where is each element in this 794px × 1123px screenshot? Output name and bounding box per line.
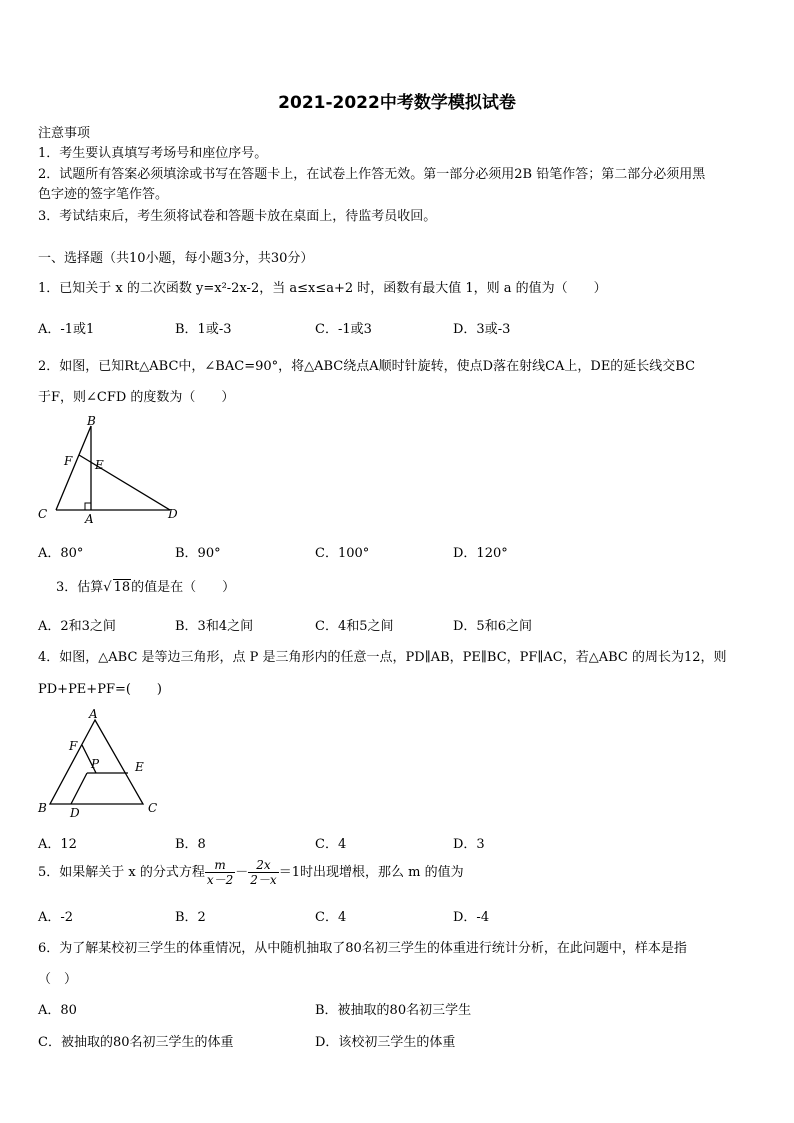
page-title: 2021-2022中考数学模拟试卷 bbox=[278, 93, 516, 113]
q2-option-d: D．120° bbox=[453, 546, 508, 561]
q3-option-d: D．5和6之间 bbox=[453, 619, 532, 634]
q3-stem-before: 3．估算 bbox=[56, 580, 104, 595]
notice-heading: 注意事项 bbox=[38, 126, 91, 141]
q4-label-d: D bbox=[70, 806, 80, 820]
q5-stem-after: 时出现增根，那么 m 的值为 bbox=[299, 865, 464, 880]
q5-frac1-denominator: x－2 bbox=[206, 873, 234, 887]
q6-option-d: D．该校初三学生的体重 bbox=[315, 1035, 456, 1050]
q4-label-f: F bbox=[69, 739, 78, 753]
q3-option-b: B．3和4之间 bbox=[175, 619, 254, 634]
q4-option-c: C．4 bbox=[315, 837, 347, 852]
q4-stem-line1: 4．如图，△ABC 是等边三角形，点 P 是三角形内的任意一点，PD∥AB，PE∥BC，PF∥AC，若△ABC 的周长为12，则 bbox=[38, 650, 727, 665]
q6-option-c: C．被抽取的80名初三学生的体重 bbox=[38, 1035, 234, 1050]
q4-option-a: A．12 bbox=[38, 837, 77, 852]
q3-sqrt-sign: √ bbox=[103, 580, 112, 595]
q2-option-b: B．90° bbox=[175, 546, 221, 561]
q2-label-a: A bbox=[85, 512, 94, 526]
q2-label-e: E bbox=[95, 458, 104, 472]
notice-item-3: 3．考试结束后，考生须将试卷和答题卡放在桌面上，待监考员收回。 bbox=[38, 209, 437, 224]
q2-option-a: A．80° bbox=[38, 546, 84, 561]
section-heading: 一、选择题（共10小题，每小题3分，共30分） bbox=[38, 251, 314, 266]
q3-stem bbox=[56, 576, 235, 595]
q2-option-c: C．100° bbox=[315, 546, 370, 561]
q5-equals: ＝1 bbox=[278, 865, 300, 880]
q4-figure bbox=[34, 705, 166, 821]
q2-figure bbox=[36, 412, 182, 528]
q2-stem-line1: 2．如图，已知Rt△ABC中，∠BAC=90°，将△ABC绕点A顺时针旋转，使点D落在射线CA上，DE的延长线交BC bbox=[38, 359, 696, 374]
q2-label-d: D bbox=[168, 507, 178, 521]
q1-option-c: C．-1或3 bbox=[315, 322, 372, 337]
q5-option-a: A．-2 bbox=[38, 910, 74, 925]
q4-label-a: A bbox=[89, 707, 98, 721]
q5-fraction-2 bbox=[248, 858, 278, 887]
q5-stem-before: 5．如果解关于 x 的分式方程 bbox=[38, 865, 205, 880]
q4-stem-line2: PD+PE+PF=( ) bbox=[38, 682, 162, 697]
q4-label-e: E bbox=[135, 760, 144, 774]
q2-triangle-diagram bbox=[36, 412, 182, 528]
q5-frac1-numerator: m bbox=[205, 858, 235, 873]
q5-frac2-numerator: 2x bbox=[248, 858, 278, 873]
q1-option-d: D．3或-3 bbox=[453, 322, 511, 337]
notice-item-1: 1．考生要认真填写考场号和座位序号。 bbox=[38, 146, 268, 161]
q4-label-p: P bbox=[91, 757, 100, 771]
q5-frac2-denominator: 2－x bbox=[250, 873, 277, 887]
q5-option-b: B．2 bbox=[175, 910, 206, 925]
q1-stem: 1．已知关于 x 的二次函数 y=x²-2x-2，当 a≤x≤a+2 时，函数有最大值 1，则 a 的值为（ ） bbox=[38, 281, 607, 296]
q6-stem-line1: 6．为了解某校初三学生的体重情况，从中随机抽取了80名初三学生的体重进行统计分析，在此问题中，样本是指 bbox=[38, 941, 687, 956]
q1-option-a: A．-1或1 bbox=[38, 322, 95, 337]
q2-label-c: C bbox=[38, 507, 48, 521]
q5-option-c: C．4 bbox=[315, 910, 347, 925]
q1-option-b: B．1或-3 bbox=[175, 322, 232, 337]
q4-option-b: B．8 bbox=[175, 837, 206, 852]
q2-stem-line2: 于F，则∠CFD 的度数为（ ） bbox=[38, 390, 235, 405]
q2-label-b: B bbox=[87, 414, 96, 428]
q5-stem bbox=[38, 858, 464, 888]
q4-option-d: D．3 bbox=[453, 837, 485, 852]
q5-fraction-1 bbox=[205, 858, 235, 887]
q3-option-a: A．2和3之间 bbox=[38, 619, 116, 634]
q5-option-d: D．-4 bbox=[453, 910, 490, 925]
q6-option-a: A．80 bbox=[38, 1003, 77, 1018]
q2-label-f: F bbox=[64, 454, 73, 468]
q3-sqrt-value: 18 bbox=[113, 580, 131, 595]
notice-item-2: 2．试题所有答案必须填涂或书写在答题卡上，在试卷上作答无效。第一部分必须用2B 铅笔作答；第二部分必须用黑 bbox=[38, 167, 706, 182]
q4-label-b: B bbox=[38, 801, 47, 815]
q4-label-c: C bbox=[148, 801, 158, 815]
q4-triangle-diagram bbox=[34, 705, 166, 821]
notice-item-2-cont: 色字迹的签字笔作答。 bbox=[38, 187, 169, 202]
q5-minus: － bbox=[235, 865, 249, 880]
q3-stem-after: 的值是在（ ） bbox=[131, 580, 236, 595]
q6-stem-line2: （ ） bbox=[38, 972, 78, 987]
q6-option-b: B．被抽取的80名初三学生 bbox=[315, 1003, 472, 1018]
q3-option-c: C．4和5之间 bbox=[315, 619, 394, 634]
